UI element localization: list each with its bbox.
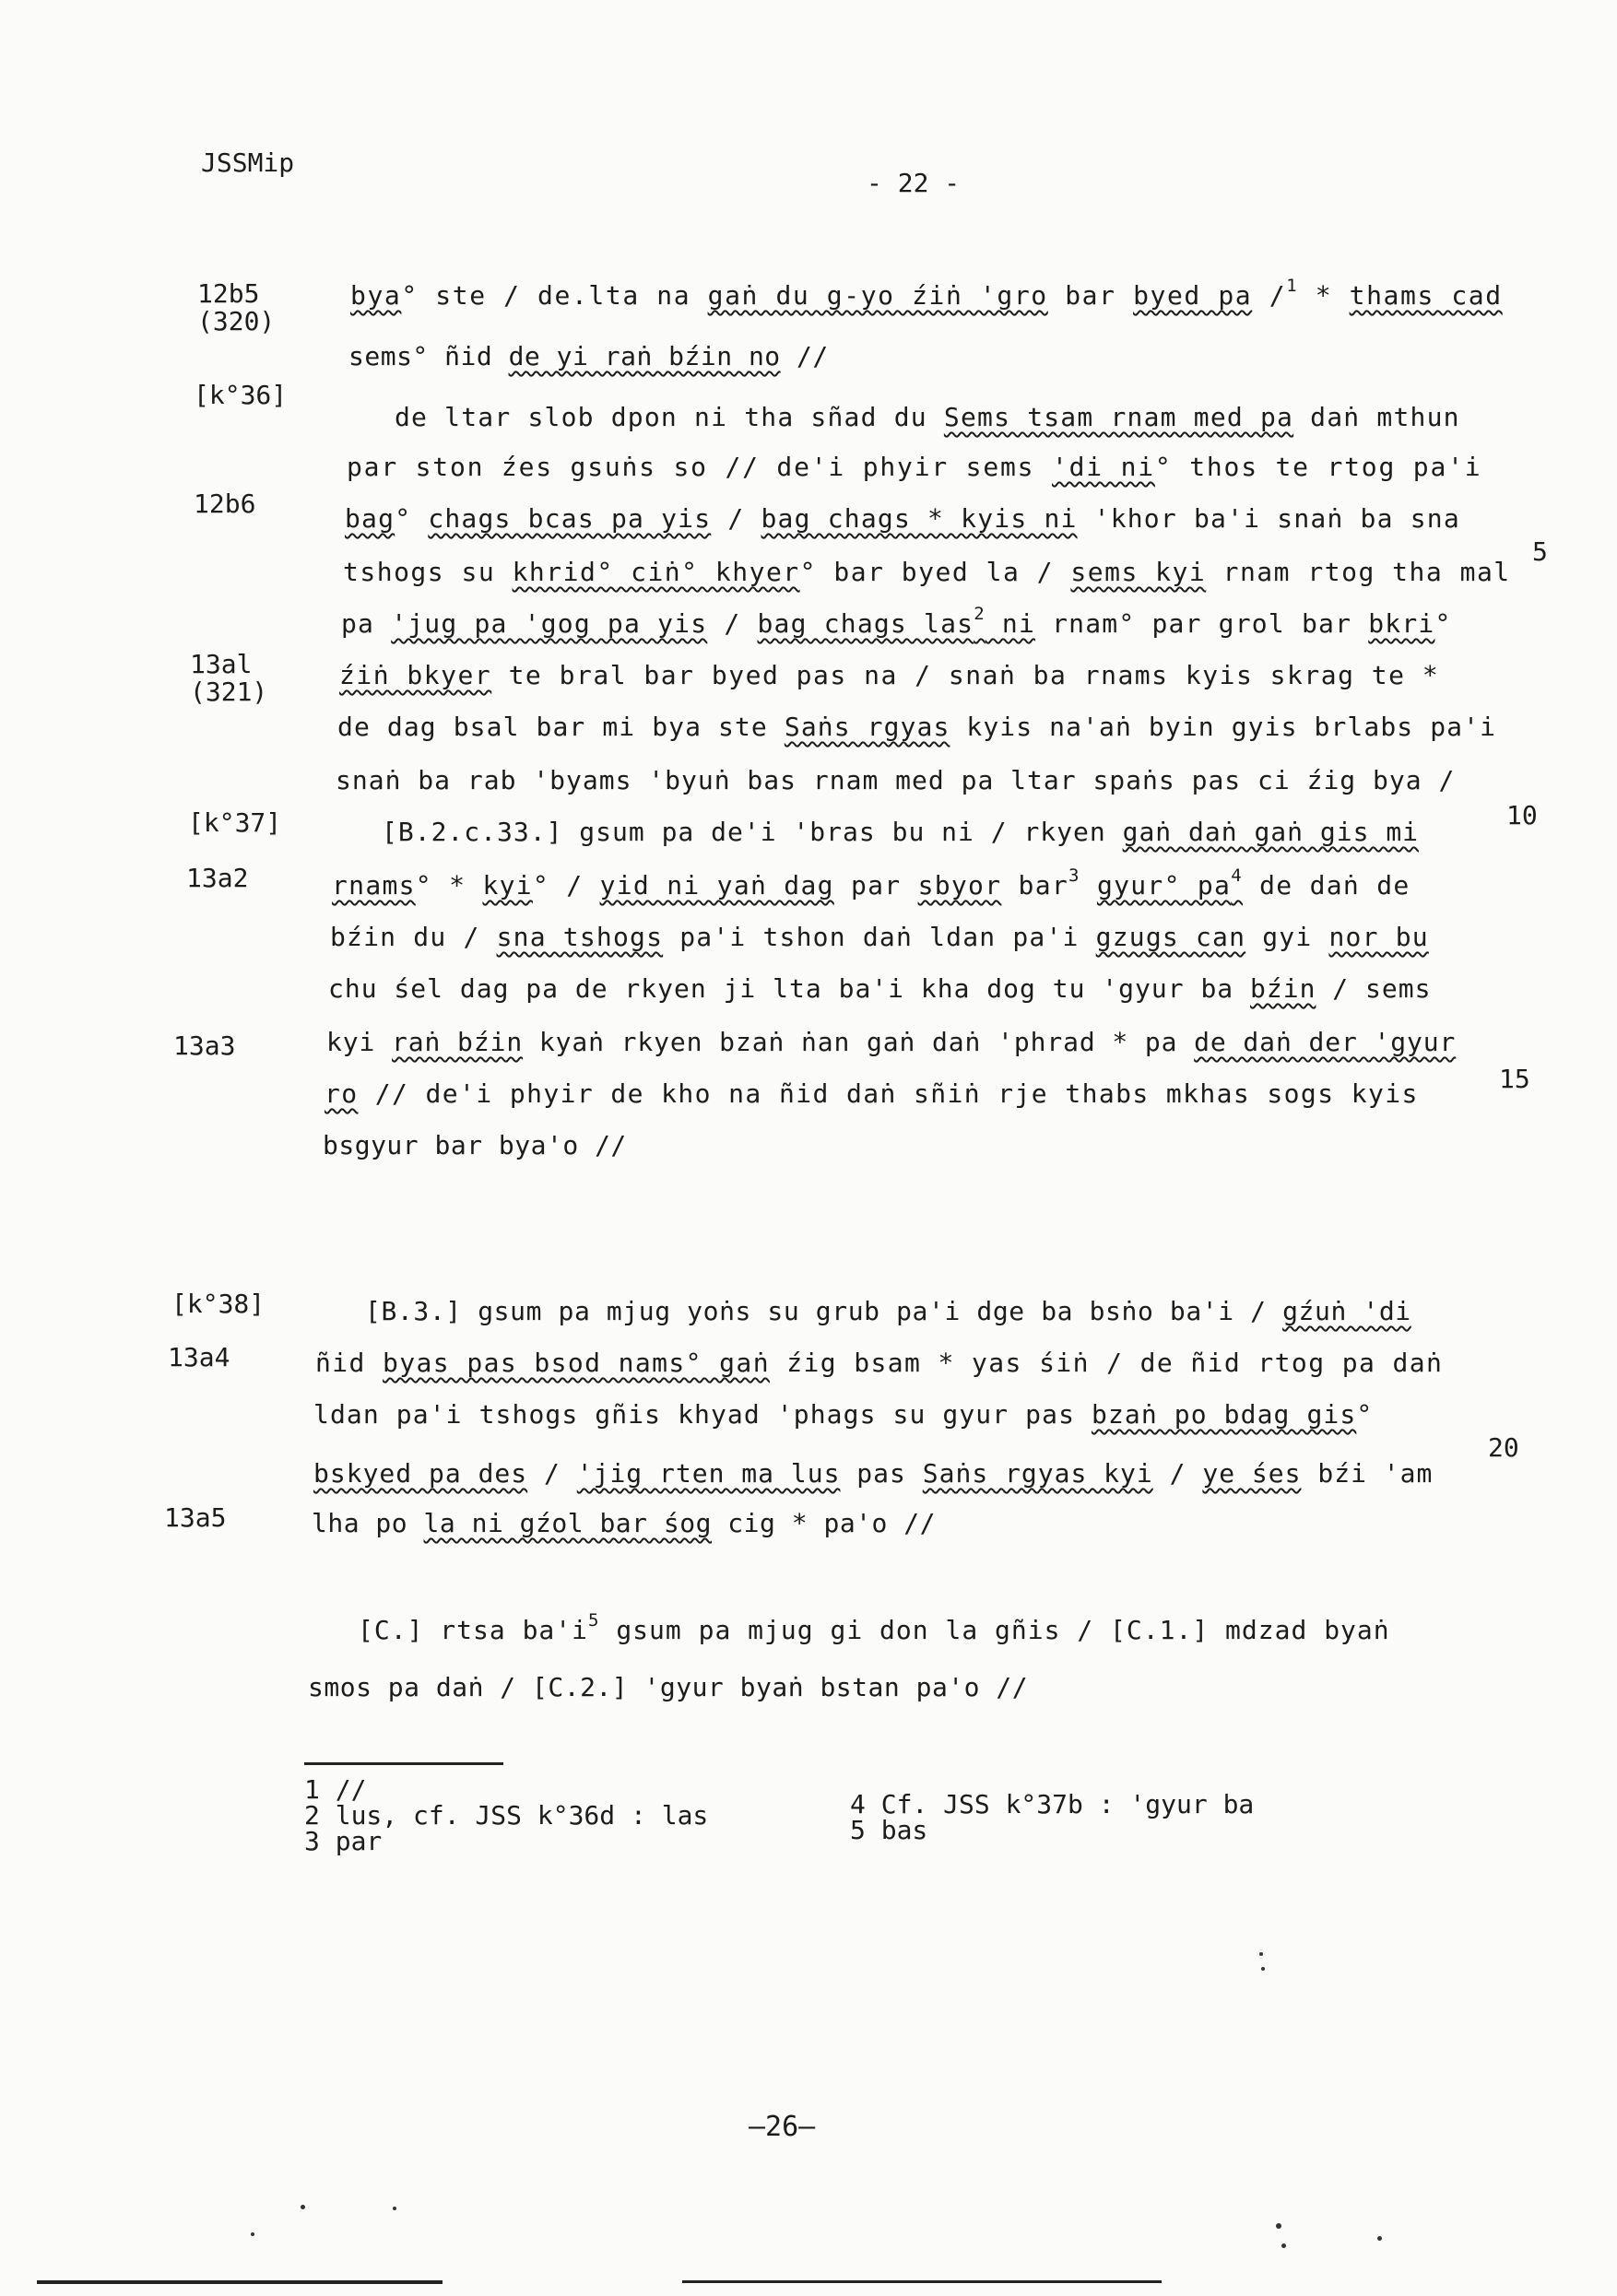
text-line: bya° ste / de.lta na gaṅ du g-yo źiṅ 'gro bar byed pa /$^1$ * thams cad — [350, 276, 1503, 311]
margin-ref: 13al (321) — [190, 649, 268, 707]
document-id: JSSMip — [201, 147, 295, 178]
page-number-bottom: —26— — [749, 2111, 816, 2143]
footnote-rule — [304, 1762, 503, 1765]
text-line: sems° ñid de yi raṅ bźin no // — [348, 341, 829, 371]
margin-ref: 13a5 — [164, 1502, 227, 1533]
scan-speck — [1259, 1952, 1263, 1956]
line-number: 10 — [1506, 800, 1538, 830]
text-line: de dag bsal bar mi bya ste Saṅs rgyas kyis na'aṅ byin gyis brlabs pa'i — [337, 712, 1497, 742]
text-line: źiṅ bkyer te bral bar byed pas na / snaṅ ba rnams kyis skrag te * — [339, 660, 1440, 690]
scan-edge — [682, 2280, 1162, 2283]
page-number-top: - 22 - — [867, 168, 961, 198]
text-line: de ltar slob dpon ni tha sñad du Sems tsam rnam med pa daṅ mthun — [395, 402, 1460, 432]
scan-speck — [1377, 2236, 1382, 2241]
scan-speck — [1281, 2243, 1286, 2248]
footnotes-left: 1 // 2 lus, cf. JSS k°36d : las 3 par — [304, 1774, 709, 1856]
text-line: [C.] rtsa $ba'i^5$ gsum pa mjug gi don la gñis / [C.1.] mdzad byaṅ — [358, 1610, 1390, 1645]
text-line: bag° chags bcas pa yis / bag chags * kyis ni 'khor ba'i snaṅ ba sna — [345, 503, 1460, 534]
margin-ref: 13a2 — [186, 863, 249, 893]
footnotes-right: 4 Cf. JSS k°37b : 'gyur ba 5 bas — [850, 1789, 1255, 1845]
text-line: tshogs su khrid° ciṅ° khyer° bar byed la / sems kyi rnam rtog tha mal — [343, 557, 1511, 587]
margin-ref: [k°38] — [171, 1289, 266, 1319]
margin-ref: 13a4 — [168, 1342, 230, 1372]
text-line: ro // de'i phyir de kho na ñid daṅ sñiṅ rje thabs mkhas sogs kyis — [325, 1078, 1419, 1109]
text-line: rnams° * kyi° / yid ni yaṅ dag par sbyor bar$^3$ gyur° $pa^4$ de daṅ de — [332, 865, 1410, 901]
scan-speck — [1261, 1967, 1265, 1971]
text-line: pa 'jug pa 'gog pa yis / bag chags las$^2$ ni rnam° par grol bar bkri° — [341, 604, 1452, 639]
scan-edge — [37, 2280, 443, 2284]
text-line: bźin du / sna tshogs pa'i tshon daṅ ldan pa'i gzugs can gyi nor bu — [330, 922, 1429, 952]
text-line: ldan pa'i tshogs gñis khyad 'phags su gyur pas bzaṅ po bdag gis° — [313, 1399, 1374, 1430]
line-number: 5 — [1532, 536, 1548, 567]
text-line: bsgyur bar bya'o // — [323, 1130, 627, 1160]
text-line: kyi raṅ bźin kyaṅ rkyen bzaṅ ṅan gaṅ daṅ 'phrad * pa de daṅ der 'gyur — [326, 1027, 1457, 1057]
text-line: par ston źes gsuṅs so // de'i phyir sems 'di ni° thos te rtog pa'i — [347, 452, 1482, 482]
scan-speck — [393, 2207, 396, 2210]
margin-ref: 12b5 (320) — [197, 278, 276, 336]
text-line: ñid byas pas bsod nams° gaṅ źig bsam * yas śiṅ / de ñid rtog pa daṅ — [315, 1348, 1444, 1378]
margin-ref: [k°37] — [188, 807, 282, 838]
text-line: bskyed pa des / 'jig rten ma lus pas Saṅs rgyas kyi / ye śes bźi 'am — [313, 1458, 1434, 1489]
line-number: 15 — [1499, 1064, 1530, 1094]
text-line: snaṅ ba rab 'byams 'byuṅ bas rnam med pa ltar spaṅs pas ci źig bya / — [336, 765, 1456, 795]
text-line: lha po la ni gźol bar śog cig * pa'o // — [312, 1508, 936, 1538]
text-line: [B.3.] gsum pa mjug yoṅs su grub pa'i dge ba bsṅo ba'i / gźuṅ 'di — [365, 1296, 1411, 1326]
text-line: chu śel dag pa de rkyen ji lta ba'i kha dog tu 'gyur ba bźin / sems — [328, 973, 1432, 1004]
scan-speck — [1276, 2223, 1281, 2229]
margin-ref: [k°36] — [194, 380, 288, 410]
margin-ref: 12b6 — [194, 489, 256, 519]
text-line: [B.2.c.33.] gsum pa de'i 'bras bu ni / rkyen gaṅ daṅ gaṅ gis mi — [382, 817, 1420, 847]
text-line: smos pa daṅ / [C.2.] 'gyur byaṅ bstan pa'o // — [308, 1672, 1029, 1702]
scan-speck — [301, 2205, 305, 2209]
scan-speck — [251, 2232, 254, 2236]
line-number: 20 — [1488, 1432, 1519, 1463]
margin-ref: 13a3 — [173, 1030, 236, 1061]
